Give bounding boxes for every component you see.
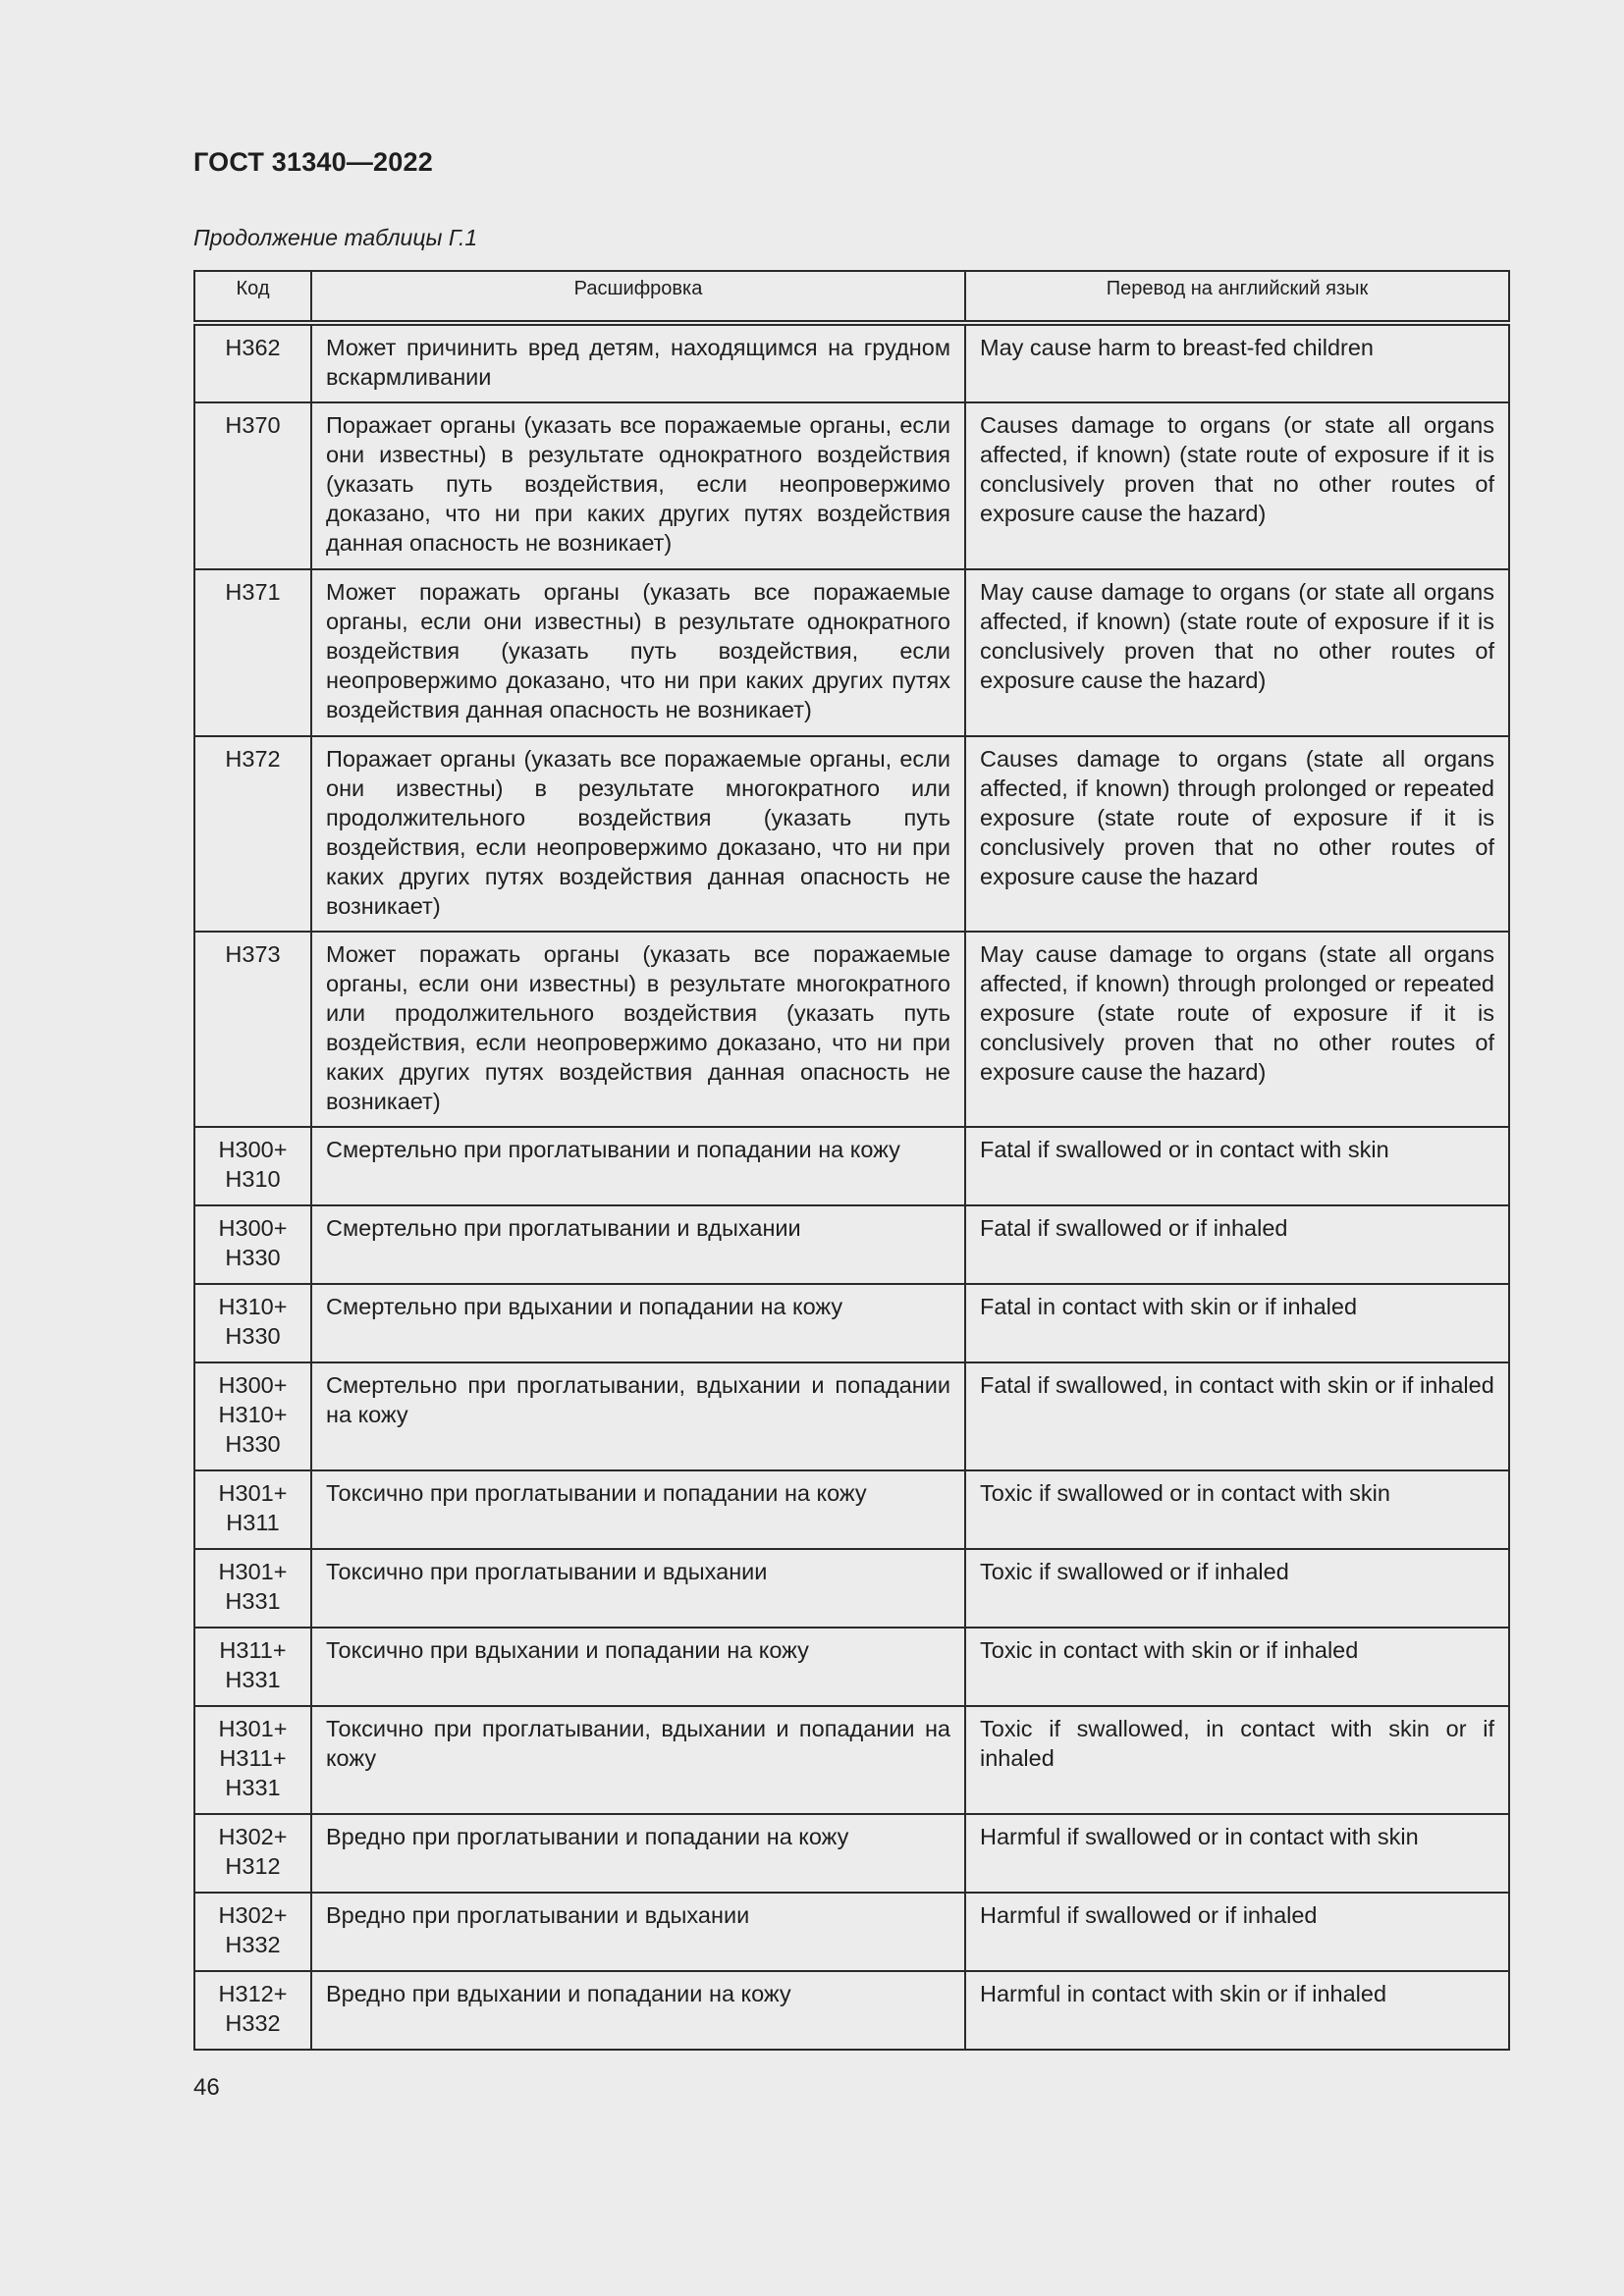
english-text-cell: May cause harm to breast-fed children [965, 323, 1509, 402]
russian-text-cell: Поражает органы (указать все поражаемые органы, если они известны) в результате многократного или продолжительного воздействия (указать путь воздействия, если неопровержимо доказано, что ни при каких других путях воздействия данная опасность не возникает) [311, 736, 965, 932]
russian-text-cell: Смертельно при вдыхании и попадании на кожу [311, 1284, 965, 1362]
russian-text-cell: Токсично при проглатывании, вдыхании и попадании на кожу [311, 1706, 965, 1814]
column-header-translation: Перевод на английский язык [965, 271, 1509, 323]
table-row [194, 1628, 1509, 1706]
english-text-cell: Causes damage to organs (or state all organs affected, if known) (state route of exposure if it is conclusively proven that no other routes of exposure cause the hazard) [965, 402, 1509, 569]
table-row [194, 1893, 1509, 1971]
english-text-cell: Toxic if swallowed, in contact with skin or if inhaled [965, 1706, 1509, 1814]
table-row [194, 1470, 1509, 1549]
table-row [194, 1284, 1509, 1362]
english-text-cell: Toxic in contact with skin or if inhaled [965, 1628, 1509, 1706]
table-row [194, 323, 1509, 402]
table-row [194, 1706, 1509, 1814]
hazard-code-cell: H310+ H330 [194, 1284, 311, 1362]
russian-text-cell: Токсично при проглатывании и попадании на кожу [311, 1470, 965, 1549]
russian-text-cell: Смертельно при проглатывании, вдыхании и попадании на кожу [311, 1362, 965, 1470]
table-row [194, 402, 1509, 569]
hazard-code-cell: H312+ H332 [194, 1971, 311, 2050]
hazard-code-cell: H300+ H310+ H330 [194, 1362, 311, 1470]
russian-text-cell: Может поражать органы (указать все поражаемые органы, если они известны) в результате однократного воздействия (указать путь воздействия, если неопровержимо доказано, что ни при каких других путях воздействия данная опасность не возникает) [311, 569, 965, 736]
hazard-code-cell: H311+ H331 [194, 1628, 311, 1706]
hazard-codes-table [193, 270, 1510, 2051]
hazard-code-cell: H362 [194, 323, 311, 402]
table-row [194, 1362, 1509, 1470]
english-text-cell: Fatal in contact with skin or if inhaled [965, 1284, 1509, 1362]
russian-text-cell: Вредно при вдыхании и попадании на кожу [311, 1971, 965, 2050]
column-header-code: Код [194, 271, 311, 323]
english-text-cell: Fatal if swallowed, in contact with skin or if inhaled [965, 1362, 1509, 1470]
russian-text-cell: Поражает органы (указать все поражаемые органы, если они известны) в результате однократного воздействия (указать путь воздействия, если неопровержимо доказано, что ни при каких других путях воздействия данная опасность не возникает) [311, 402, 965, 569]
hazard-code-cell: H301+ H311+ H331 [194, 1706, 311, 1814]
russian-text-cell: Вредно при проглатывании и попадании на кожу [311, 1814, 965, 1893]
russian-text-cell: Может причинить вред детям, находящимся на грудном вскармливании [311, 323, 965, 402]
english-text-cell: May cause damage to organs (or state all organs affected, if known) (state route of exposure if it is conclusively proven that no other routes of exposure cause the hazard) [965, 569, 1509, 736]
table-row [194, 1549, 1509, 1628]
hazard-code-cell: H370 [194, 402, 311, 569]
table-row [194, 1971, 1509, 2050]
table-row [194, 736, 1509, 932]
english-text-cell: Harmful in contact with skin or if inhaled [965, 1971, 1509, 2050]
hazard-code-cell: H302+ H312 [194, 1814, 311, 1893]
russian-text-cell: Токсично при вдыхании и попадании на кожу [311, 1628, 965, 1706]
english-text-cell: Fatal if swallowed or if inhaled [965, 1205, 1509, 1284]
russian-text-cell: Токсично при проглатывании и вдыхании [311, 1549, 965, 1628]
english-text-cell: May cause damage to organs (state all organs affected, if known) through prolonged or repeated exposure (state route of exposure if it is conclusively proven that no other routes of exposure cause the hazard) [965, 932, 1509, 1127]
english-text-cell: Harmful if swallowed or in contact with skin [965, 1814, 1509, 1893]
hazard-code-cell: H300+ H330 [194, 1205, 311, 1284]
hazard-code-cell: H371 [194, 569, 311, 736]
english-text-cell: Harmful if swallowed or if inhaled [965, 1893, 1509, 1971]
russian-text-cell: Смертельно при проглатывании и вдыхании [311, 1205, 965, 1284]
hazard-code-cell: H300+ H310 [194, 1127, 311, 1205]
column-header-decoding: Расшифровка [311, 271, 965, 323]
page-number: 46 [193, 2074, 220, 2101]
table-row [194, 932, 1509, 1127]
hazard-code-cell: H373 [194, 932, 311, 1127]
russian-text-cell: Смертельно при проглатывании и попадании на кожу [311, 1127, 965, 1205]
hazard-code-cell: H372 [194, 736, 311, 932]
english-text-cell: Toxic if swallowed or if inhaled [965, 1549, 1509, 1628]
table-row [194, 1127, 1509, 1205]
table-caption: Продолжение таблицы Г.1 [193, 225, 478, 250]
english-text-cell: Causes damage to organs (state all organs affected, if known) through prolonged or repeated exposure (state route of exposure if it is conclusively proven that no other routes of exposure cause the hazard [965, 736, 1509, 932]
table-row [194, 569, 1509, 736]
english-text-cell: Toxic if swallowed or in contact with skin [965, 1470, 1509, 1549]
english-text-cell: Fatal if swallowed or in contact with skin [965, 1127, 1509, 1205]
russian-text-cell: Вредно при проглатывании и вдыхании [311, 1893, 965, 1971]
document-header: ГОСТ 31340—2022 [193, 147, 433, 177]
table-row [194, 1205, 1509, 1284]
russian-text-cell: Может поражать органы (указать все поражаемые органы, если они известны) в результате многократного или продолжительного воздействия (указать путь воздействия, если неопровержимо доказано, что ни при каких других путях воздействия данная опасность не возникает) [311, 932, 965, 1127]
hazard-code-cell: H301+ H331 [194, 1549, 311, 1628]
hazard-code-cell: H301+ H311 [194, 1470, 311, 1549]
hazard-code-cell: H302+ H332 [194, 1893, 311, 1971]
table-row [194, 1814, 1509, 1893]
table-header-row [194, 271, 1509, 323]
